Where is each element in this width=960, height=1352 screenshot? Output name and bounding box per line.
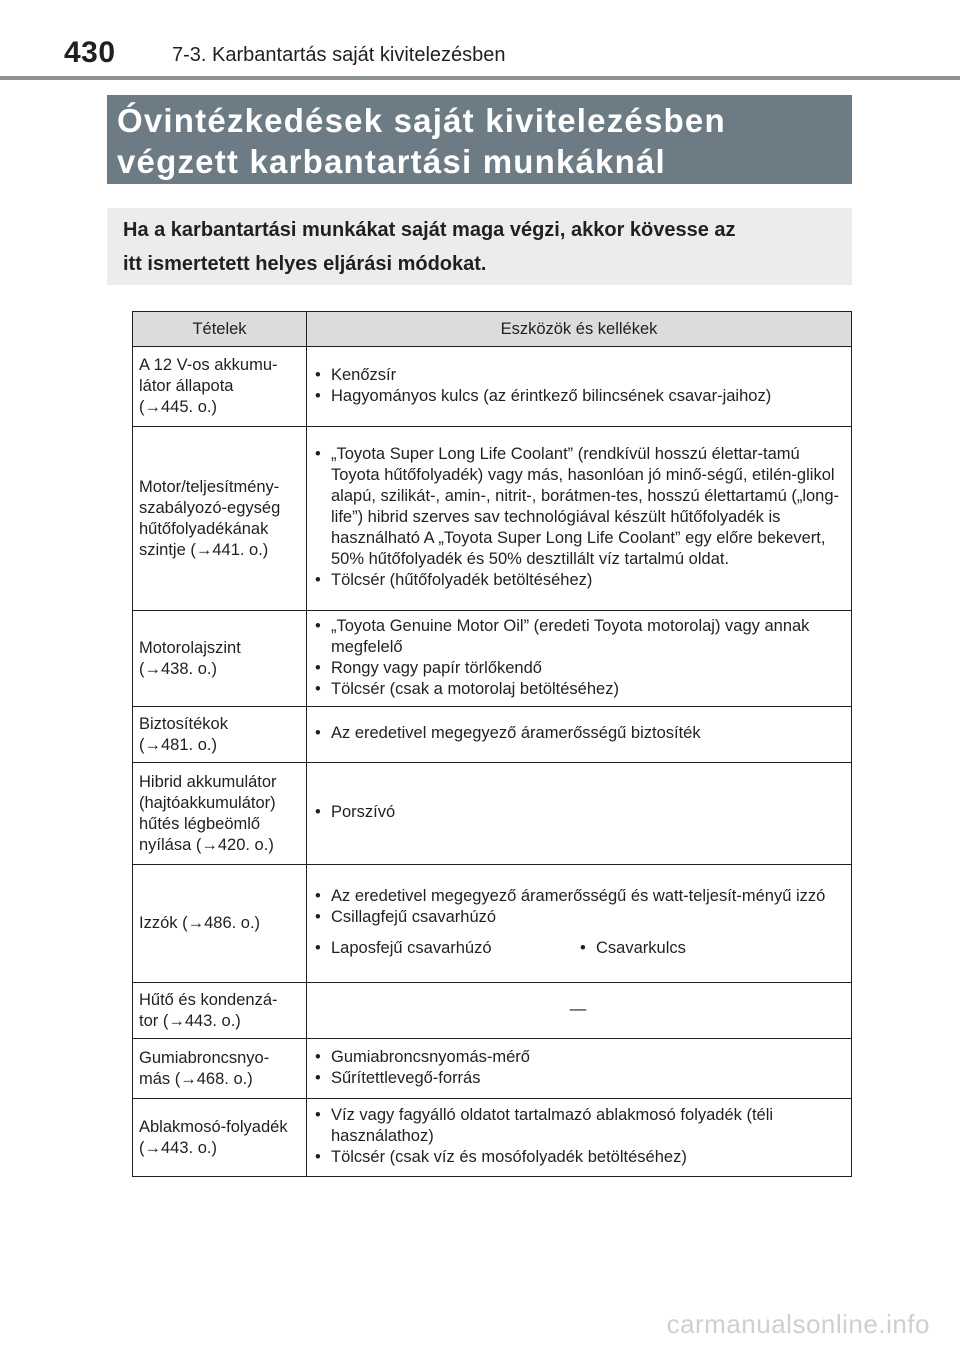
list-item: • Tölcsér (hűtőfolyadék betöltéséhez) [313, 570, 843, 591]
item-line: tor (→443. o.) [139, 1011, 241, 1030]
item-cell [133, 427, 307, 611]
tools-list [313, 1105, 843, 1168]
item-cell [133, 707, 307, 763]
item-line: (→445. o.) [139, 398, 217, 416]
table-header-row [133, 312, 852, 347]
item-line: Izzók (→486. o.) [139, 914, 261, 932]
item-line: nyílása (→420. o.) [139, 835, 274, 854]
maintenance-tools-table [132, 311, 852, 1177]
list-item: • Csavarkulcs [578, 938, 843, 959]
item-line: hűtőfolyadékának [139, 519, 269, 538]
table-row [133, 611, 852, 707]
list-item: • „Toyota Genuine Motor Oil” (eredeti Toyota motorolaj) vagy annak megfelelő [313, 616, 843, 658]
table-row [133, 763, 852, 865]
list-item: • Tölcsér (csak a motorolaj betöltéséhez) [313, 679, 843, 700]
list-item: • Tölcsér (csak víz és mosófolyadék betöltéséhez) [313, 1147, 843, 1168]
item-line: látor állapota [139, 377, 234, 395]
tools-list [313, 365, 843, 407]
list-item: • Kenőzsír [313, 365, 843, 386]
item-line: Motor/teljesítmény- [139, 477, 280, 496]
item-line: Biztosítékok [139, 714, 228, 733]
intro-line-1: Ha a karbantartási munkákat saját maga végzi, akkor kövesse az [123, 219, 736, 241]
table-row [133, 865, 852, 983]
table-row [133, 427, 852, 611]
tools-list [313, 802, 843, 823]
tools-cell [307, 427, 852, 611]
list-item: • Sűrítettlevegő-forrás [313, 1068, 843, 1089]
item-line: (hajtóakkumulátor) [139, 793, 276, 812]
item-line: szintje (→441. o.) [139, 540, 269, 559]
list-item: • Laposfejű csavarhúzó [313, 938, 578, 959]
item-line: (→481. o.) [139, 735, 217, 754]
item-cell [133, 763, 307, 865]
item-cell [133, 1099, 307, 1177]
list-item: • Gumiabroncsnyomás-mérő [313, 1047, 843, 1068]
table-row [133, 1039, 852, 1099]
item-line: Hibrid akkumulátor [139, 772, 277, 791]
tools-two-column [313, 938, 843, 959]
item-line: szabályozó-egység [139, 498, 281, 517]
tools-cell [307, 763, 852, 865]
table-row [133, 983, 852, 1039]
page-title-line-1: Óvintézkedések saját kivitelezésben [117, 102, 726, 139]
watermark: carmanualsonline.info [666, 1309, 930, 1339]
item-line: Hűtő és kondenzá- [139, 990, 278, 1009]
tools-list [313, 444, 843, 591]
tools-list [313, 938, 578, 959]
tools-cell [307, 983, 852, 1039]
list-item: • Az eredetivel megegyező áramerősségű biztosíték [313, 723, 843, 744]
item-line: hűtés légbeömlő [139, 814, 261, 833]
item-line: (→438. o.) [139, 659, 217, 678]
item-line: Ablakmosó-folyadék [139, 1117, 288, 1136]
spacer [313, 928, 843, 938]
table-row [133, 347, 852, 427]
item-cell [133, 983, 307, 1039]
page-title-line-2: végzett karbantartási munkáknál [117, 143, 666, 180]
item-cell [133, 347, 307, 427]
empty-dash: — [569, 1000, 587, 1018]
tools-list [313, 1047, 843, 1089]
table-row [133, 1099, 852, 1177]
item-cell [133, 865, 307, 983]
list-item: • Hagyományos kulcs (az érintkező bilincsének csavar-jaihoz) [313, 386, 843, 407]
tools-list [313, 616, 843, 700]
list-item: • „Toyota Super Long Life Coolant” (rendkívül hosszú élettar-tamú Toyota hűtőfolyadék) vagy más, hasonlóan jó minő-ségű, etilén-glikol alapú, szilikát-, amin-, nitrit-, borátmen-tes, hosszú élettartamú („long-life”) hibrid szerves sav technológiával készült hűtőfolyadék is használható A „Toyota Super Long Life Coolant” egy előre bekevert, 50% hűtőfolyadék és 50% desztillált víz tartalmú oldat. [313, 444, 843, 570]
item-line: (→443. o.) [139, 1138, 217, 1157]
tools-cell [307, 611, 852, 707]
list-item: • Víz vagy fagyálló oldatot tartalmazó ablakmosó folyadék (téli használathoz) [313, 1105, 843, 1147]
page-number: 430 [64, 36, 116, 69]
tools-cell [307, 1099, 852, 1177]
item-cell [133, 611, 307, 707]
tools-cell [307, 347, 852, 427]
page-title [107, 95, 852, 184]
list-item: • Rongy vagy papír törlőkendő [313, 658, 843, 679]
list-item: • Csillagfejű csavarhúzó [313, 907, 843, 928]
item-cell [133, 1039, 307, 1099]
column-header-items: Tételek [133, 312, 307, 347]
column-header-tools: Eszközök és kellékek [307, 312, 852, 347]
item-line: Gumiabroncsnyo- [139, 1048, 270, 1067]
tools-cell [307, 865, 852, 983]
list-item: • Az eredetivel megegyező áramerősségű és watt-teljesít-ményű izzó [313, 886, 843, 907]
table-row [133, 707, 852, 763]
tools-cell [307, 707, 852, 763]
header-divider [0, 76, 960, 80]
section-title: 7-3. Karbantartás saját kivitelezésben [172, 44, 506, 66]
intro-box [107, 208, 852, 285]
intro-line-2: itt ismertetett helyes eljárási módokat. [123, 253, 487, 275]
tools-list [313, 723, 843, 744]
item-line: Motorolajszint [139, 638, 241, 657]
list-item: • Porszívó [313, 802, 843, 823]
tools-cell [307, 1039, 852, 1099]
item-line: más (→468. o.) [139, 1069, 253, 1088]
tools-list [578, 938, 843, 959]
item-line: A 12 V-os akkumu- [139, 356, 278, 374]
tools-list [313, 886, 843, 928]
